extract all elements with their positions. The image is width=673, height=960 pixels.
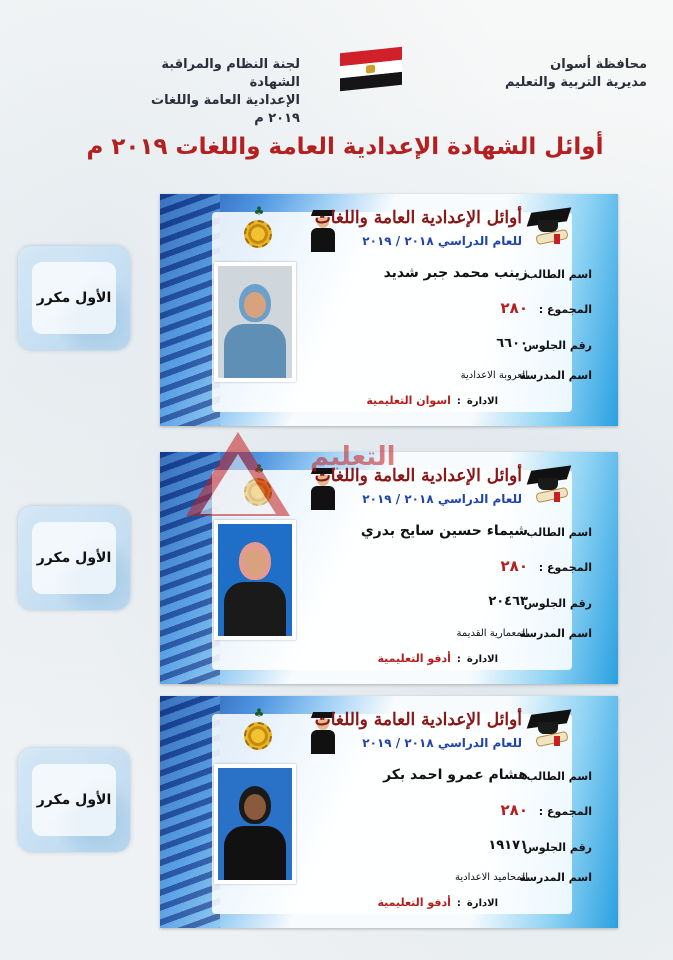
card-year: للعام الدراسي ٢٠١٨ / ٢٠١٩ [362, 492, 522, 506]
student-photo [214, 764, 296, 884]
student-card-1 [160, 194, 618, 426]
student-seat: ٢٠٤٦٣ [488, 594, 528, 609]
header-right-line2: مديرية التربية والتعليم [504, 75, 647, 90]
card-year: للعام الدراسي ٢٠١٨ / ٢٠١٩ [362, 736, 522, 750]
graduation-cap-icon [526, 708, 572, 748]
student-admin: أدفو التعليمية [377, 896, 451, 909]
label-seat: رقم الجلوس [523, 597, 592, 610]
page-title: أوائل الشهادة الإعدادية العامة واللغات ٢٠١٩ م [86, 134, 604, 160]
label-total: المجموع : [538, 805, 592, 818]
ministry-emblem-icon: ♣ [242, 706, 276, 752]
watermark-text: التعليم [310, 442, 396, 472]
student-school: المحاميد الاعدادية [455, 872, 528, 883]
label-admin: الادارة [466, 654, 498, 665]
label-admin: الادارة [466, 898, 498, 909]
student-photo [214, 520, 296, 640]
graduation-cap-icon [526, 206, 572, 246]
header-right-line1: محافظة أسوان [550, 57, 647, 72]
label-seat: رقم الجلوس [523, 339, 592, 352]
card-title: أوائل الإعدادية العامة واللغات [314, 208, 522, 228]
card-title: أوائل الإعدادية العامة واللغات [314, 466, 522, 486]
admin-row [366, 394, 498, 407]
student-admin: اسوان التعليمية [366, 394, 451, 407]
student-name: زينب محمد جبر شديد [383, 265, 528, 281]
ministry-emblem-icon: ♣ [242, 204, 276, 250]
rank-badge-2 [18, 506, 130, 610]
header-governorate [505, 56, 647, 92]
student-total: ٢٨٠ [500, 299, 528, 317]
admin-separator: : [456, 396, 461, 407]
label-total: المجموع : [538, 561, 592, 574]
card-year: للعام الدراسي ٢٠١٨ / ٢٠١٩ [362, 234, 522, 248]
student-name: هشام عمرو احمد بكر [383, 767, 528, 783]
student-total: ٢٨٠ [500, 801, 528, 819]
admin-separator: : [456, 898, 461, 909]
label-total: المجموع : [538, 303, 592, 316]
egypt-flag-icon [340, 47, 402, 92]
student-card-3 [160, 696, 618, 928]
label-school: اسم المدرسة [519, 871, 592, 884]
rank-label-1: الأول مكرر [36, 290, 112, 306]
student-photo [214, 262, 296, 382]
label-school: اسم المدرسة [519, 369, 592, 382]
label-name: اسم الطالب [526, 268, 592, 281]
eagle-emblem-icon [366, 64, 375, 73]
card-title: أوائل الإعدادية العامة واللغات [314, 710, 522, 730]
admin-row [377, 652, 498, 665]
rank-badge-3 [18, 748, 130, 852]
student-school: العروبة الاعدادية [460, 370, 528, 381]
header-left-line1: لجنة النظام والمراقبة الشهادة [161, 57, 300, 90]
ministry-emblem-icon: ♣ [242, 462, 276, 508]
student-school: المعمارية القديمة [456, 628, 528, 639]
student-name: شيماء حسين سايح بدري [360, 523, 528, 539]
rank-label-2: الأول مكرر [36, 550, 112, 566]
graduation-cap-icon [526, 464, 572, 504]
rank-label-3: الأول مكرر [36, 792, 112, 808]
site-logo-watermark [186, 424, 486, 520]
label-name: اسم الطالب [526, 770, 592, 783]
student-total: ٢٨٠ [500, 557, 528, 575]
admin-separator: : [456, 654, 461, 665]
header-committee [120, 56, 300, 128]
admin-row [377, 896, 498, 909]
student-seat: ٦٦٠٠ [496, 336, 528, 351]
label-admin: الادارة [466, 396, 498, 407]
rank-badge-1 [18, 246, 130, 350]
label-name: اسم الطالب [526, 526, 592, 539]
header-left-line2: الإعدادية العامة واللغات ٢٠١٩ م [151, 93, 300, 126]
student-admin: أدفو التعليمية [377, 652, 451, 665]
student-seat: ١٩١٧١ [488, 838, 528, 853]
label-seat: رقم الجلوس [523, 841, 592, 854]
label-school: اسم المدرسة [519, 627, 592, 640]
